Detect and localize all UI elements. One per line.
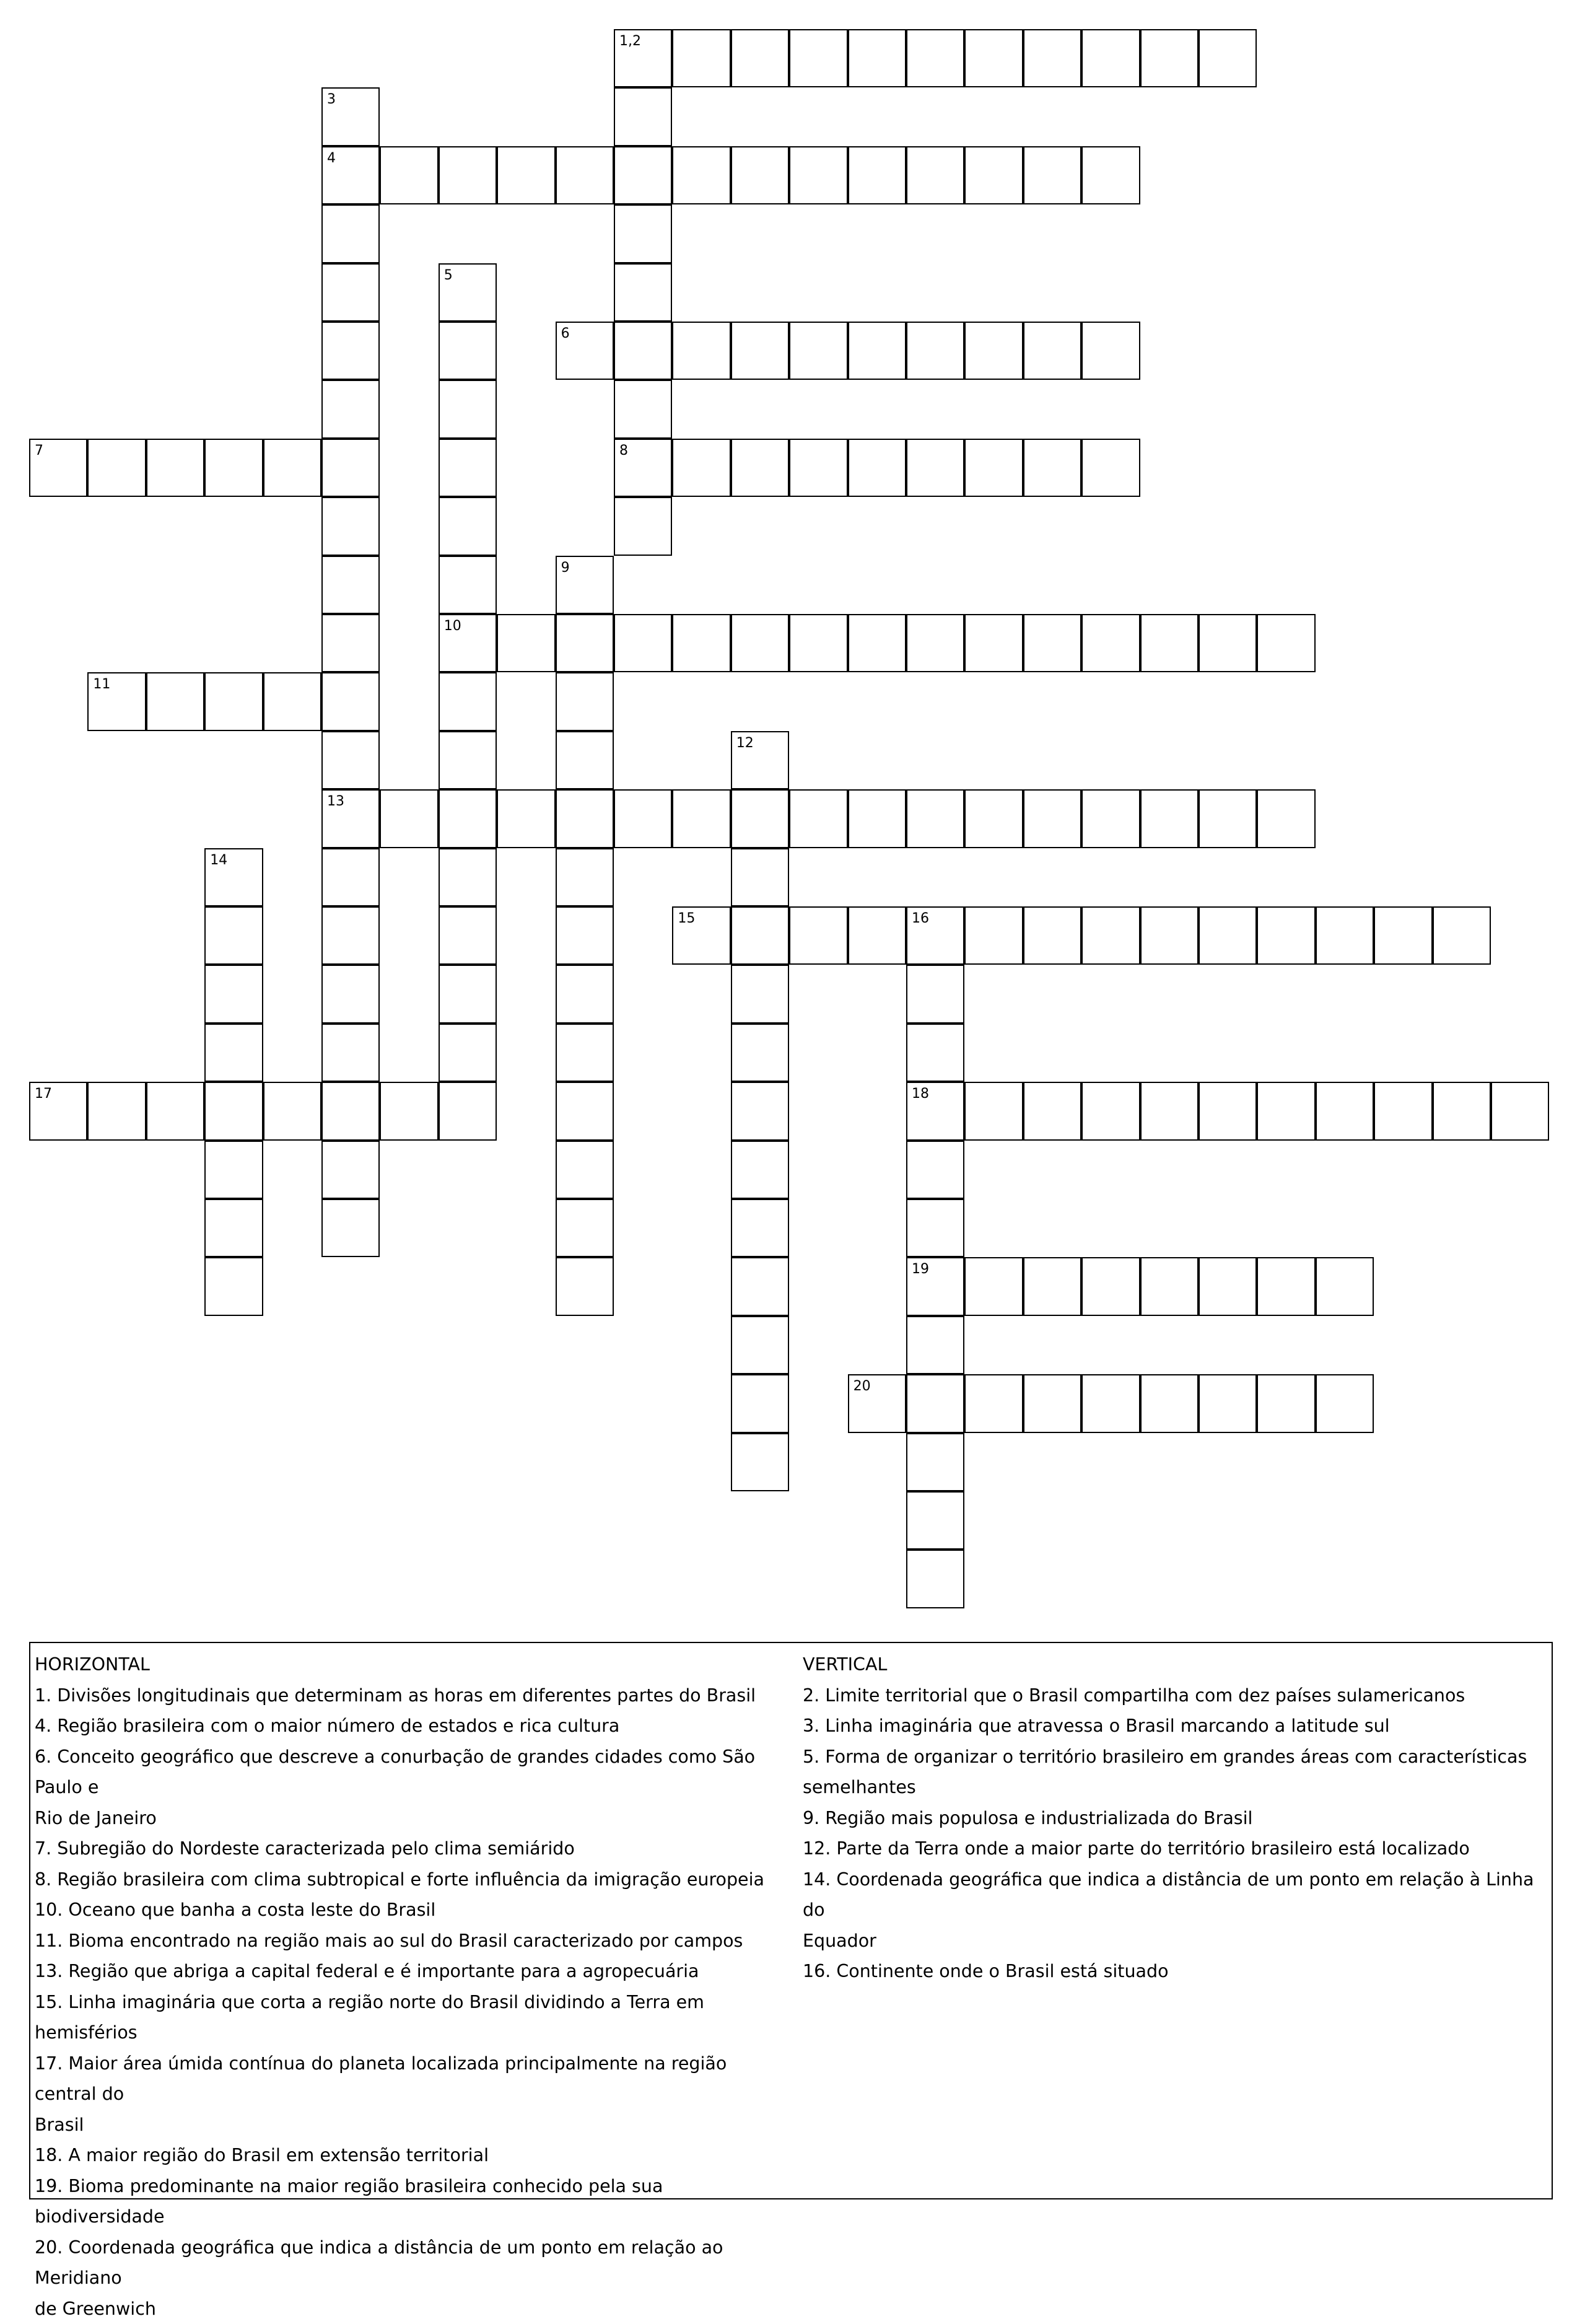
grid-cell[interactable]: [1491, 1082, 1549, 1140]
grid-cell[interactable]: [439, 380, 497, 438]
clue-number: 18: [912, 1087, 929, 1101]
grid-cell[interactable]: [614, 614, 672, 672]
clue-number: 1,2: [619, 35, 641, 48]
grid-cell[interactable]: [906, 1257, 964, 1315]
clue-number: 5: [444, 269, 453, 283]
grid-cell[interactable]: [204, 1257, 263, 1315]
clue-line: Brasil: [35, 2110, 793, 2141]
clue-line: Equador: [803, 1926, 1561, 1957]
grid-cell[interactable]: [321, 146, 380, 204]
grid-cell[interactable]: [731, 1433, 789, 1491]
clue-number: 8: [619, 444, 628, 458]
clue-number: 11: [93, 678, 110, 691]
grid-cell[interactable]: [672, 29, 730, 87]
grid-cell[interactable]: [1140, 789, 1199, 848]
grid-cell[interactable]: [1199, 906, 1257, 965]
grid-cell[interactable]: [1374, 906, 1432, 965]
clue-line: 20. Coordenada geográfica que indica a distância de um ponto em relação ao Meridiano: [35, 2232, 793, 2294]
clue-line: de Greenwich: [35, 2294, 793, 2324]
grid-cell[interactable]: [906, 1433, 964, 1491]
grid-cell[interactable]: [146, 439, 204, 497]
grid-cell[interactable]: [848, 322, 906, 380]
grid-cell[interactable]: [556, 614, 614, 672]
grid-cell[interactable]: [731, 1257, 789, 1315]
grid-cell[interactable]: [321, 263, 380, 322]
grid-cell[interactable]: [906, 1024, 964, 1082]
grid-cell[interactable]: [672, 322, 730, 380]
grid-cell[interactable]: [731, 146, 789, 204]
grid-cell[interactable]: [614, 322, 672, 380]
grid-cell[interactable]: [439, 497, 497, 555]
grid-cell[interactable]: [204, 439, 263, 497]
grid-cell[interactable]: [1257, 1374, 1315, 1432]
grid-cell[interactable]: [1199, 1257, 1257, 1315]
grid-cell[interactable]: [556, 731, 614, 789]
grid-cell[interactable]: [556, 848, 614, 906]
grid-cell[interactable]: [439, 848, 497, 906]
grid-cell[interactable]: [789, 29, 847, 87]
grid-cell[interactable]: [789, 146, 847, 204]
grid-cell[interactable]: [848, 614, 906, 672]
grid-cell[interactable]: [321, 322, 380, 380]
grid-cell[interactable]: [731, 731, 789, 789]
grid-cell[interactable]: [906, 906, 964, 965]
grid-cell[interactable]: [964, 146, 1023, 204]
grid-cell[interactable]: [1081, 1082, 1140, 1140]
grid-cell[interactable]: [321, 965, 380, 1023]
grid-cell[interactable]: [1316, 1082, 1374, 1140]
grid-cell[interactable]: [789, 789, 847, 848]
grid-cell[interactable]: [731, 322, 789, 380]
grid-cell[interactable]: [321, 556, 380, 614]
clue-line: 16. Continente onde o Brasil está situado: [803, 1956, 1561, 1987]
grid-cell[interactable]: [204, 848, 263, 906]
clue-line: 11. Bioma encontrado na região mais ao sul do Brasil caracterizado por campos: [35, 1926, 793, 1957]
grid-cell[interactable]: [556, 1257, 614, 1315]
clue-line: 1. Divisões longitudinais que determinam as horas em diferentes partes do Brasil: [35, 1680, 793, 1711]
grid-cell[interactable]: [556, 1199, 614, 1257]
grid-cell[interactable]: [204, 1024, 263, 1082]
grid-cell[interactable]: [906, 322, 964, 380]
grid-cell[interactable]: [731, 1024, 789, 1082]
grid-cell[interactable]: [204, 672, 263, 730]
grid-cell[interactable]: [848, 29, 906, 87]
clue-number: 16: [912, 912, 929, 926]
grid-cell[interactable]: [1316, 1374, 1374, 1432]
grid-cell[interactable]: [848, 906, 906, 965]
grid-cell[interactable]: [906, 1374, 964, 1432]
grid-cell[interactable]: [1257, 1257, 1315, 1315]
grid-cell[interactable]: [321, 1141, 380, 1199]
grid-cell[interactable]: [848, 146, 906, 204]
grid-cell[interactable]: [1023, 439, 1081, 497]
clue-number: 10: [444, 620, 461, 633]
grid-cell[interactable]: [439, 439, 497, 497]
grid-cell[interactable]: [964, 789, 1023, 848]
grid-cell[interactable]: [731, 906, 789, 965]
grid-cell[interactable]: [1081, 146, 1140, 204]
grid-cell[interactable]: [321, 380, 380, 438]
grid-cell[interactable]: [1316, 906, 1374, 965]
grid-cell[interactable]: [906, 614, 964, 672]
clue-number: 20: [854, 1380, 871, 1393]
clue-line: 12. Parte da Terra onde a maior parte do território brasileiro está localizado: [803, 1833, 1561, 1864]
clue-number: 17: [35, 1087, 52, 1101]
clue-line: 9. Região mais populosa e industrializada do Brasil: [803, 1803, 1561, 1834]
grid-cell[interactable]: [964, 1374, 1023, 1432]
grid-cell[interactable]: [1199, 29, 1257, 87]
grid-cell[interactable]: [1023, 789, 1081, 848]
grid-cell[interactable]: [906, 146, 964, 204]
grid-cell[interactable]: [439, 731, 497, 789]
grid-cell[interactable]: [556, 965, 614, 1023]
grid-cell[interactable]: [731, 789, 789, 848]
clue-number: 19: [912, 1263, 929, 1276]
grid-cell[interactable]: [672, 439, 730, 497]
grid-cell[interactable]: [964, 1082, 1023, 1140]
grid-cell[interactable]: [439, 322, 497, 380]
grid-cell[interactable]: [29, 439, 87, 497]
grid-cell[interactable]: [906, 1199, 964, 1257]
clue-line: 6. Conceito geográfico que descreve a conurbação de grandes cidades como São Paulo e: [35, 1742, 793, 1803]
grid-cell[interactable]: [321, 672, 380, 730]
clue-line: semelhantes: [803, 1772, 1561, 1803]
grid-cell[interactable]: [906, 1491, 964, 1550]
grid-cell[interactable]: [1023, 1257, 1081, 1315]
grid-cell[interactable]: [1081, 29, 1140, 87]
clue-number: 9: [561, 561, 570, 575]
grid-cell[interactable]: [906, 965, 964, 1023]
grid-cell[interactable]: [556, 672, 614, 730]
grid-cell[interactable]: [87, 672, 146, 730]
grid-cell[interactable]: [731, 965, 789, 1023]
grid-cell[interactable]: [964, 439, 1023, 497]
grid-cell[interactable]: [1374, 1082, 1432, 1140]
grid-cell[interactable]: [731, 1374, 789, 1432]
grid-cell[interactable]: [1081, 906, 1140, 965]
clue-number: 3: [327, 93, 336, 107]
grid-cell[interactable]: [906, 439, 964, 497]
horizontal-clues: [35, 1649, 793, 2324]
grid-cell[interactable]: [1199, 614, 1257, 672]
grid-cell[interactable]: [380, 146, 438, 204]
grid-cell[interactable]: [556, 146, 614, 204]
clue-number: 4: [327, 152, 336, 165]
vertical-clues: [803, 1649, 1561, 1987]
clue-number: 6: [561, 327, 570, 341]
grid-cell[interactable]: [263, 1082, 321, 1140]
grid-cell[interactable]: [964, 906, 1023, 965]
grid-cell[interactable]: [204, 906, 263, 965]
clue-number: 12: [736, 737, 754, 750]
grid-cell[interactable]: [321, 614, 380, 672]
grid-cell[interactable]: [146, 1082, 204, 1140]
grid-cell[interactable]: [1140, 29, 1199, 87]
grid-cell[interactable]: [614, 789, 672, 848]
grid-cell[interactable]: [1257, 1082, 1315, 1140]
grid-cell[interactable]: [321, 848, 380, 906]
grid-cell[interactable]: [906, 789, 964, 848]
vertical-heading: VERTICAL: [803, 1649, 1561, 1680]
grid-cell[interactable]: [731, 1199, 789, 1257]
grid-cell[interactable]: [556, 556, 614, 614]
grid-cell[interactable]: [1023, 322, 1081, 380]
grid-cell[interactable]: [731, 29, 789, 87]
grid-cell[interactable]: [29, 1082, 87, 1140]
grid-cell[interactable]: [556, 322, 614, 380]
grid-cell[interactable]: [1081, 439, 1140, 497]
grid-cell[interactable]: [321, 1082, 380, 1140]
clue-line: 4. Região brasileira com o maior número de estados e rica cultura: [35, 1711, 793, 1742]
clue-line: 3. Linha imaginária que atravessa o Brasil marcando a latitude sul: [803, 1711, 1561, 1742]
grid-cell[interactable]: [380, 1082, 438, 1140]
grid-cell[interactable]: [672, 146, 730, 204]
grid-cell[interactable]: [731, 439, 789, 497]
grid-cell[interactable]: [731, 1316, 789, 1374]
grid-cell[interactable]: [439, 263, 497, 322]
grid-cell[interactable]: [204, 965, 263, 1023]
grid-cell[interactable]: [1081, 1257, 1140, 1315]
grid-cell[interactable]: [556, 906, 614, 965]
grid-cell[interactable]: [1023, 29, 1081, 87]
clue-line: 15. Linha imaginária que corta a região norte do Brasil dividindo a Terra em hemisférios: [35, 1987, 793, 2048]
grid-cell[interactable]: [1023, 1082, 1081, 1140]
grid-cell[interactable]: [614, 146, 672, 204]
clue-line: 5. Forma de organizar o território brasileiro em grandes áreas com características: [803, 1742, 1561, 1773]
grid-cell[interactable]: [848, 789, 906, 848]
clue-line: 13. Região que abriga a capital federal e é importante para a agropecuária: [35, 1956, 793, 1987]
grid-cell[interactable]: [204, 1141, 263, 1199]
clue-number: 7: [35, 444, 43, 458]
grid-cell[interactable]: [1257, 789, 1315, 848]
clues-box: [29, 1642, 1553, 2199]
grid-cell[interactable]: [321, 906, 380, 965]
grid-cell[interactable]: [1257, 614, 1315, 672]
grid-cell[interactable]: [263, 439, 321, 497]
grid-cell[interactable]: [1433, 1082, 1491, 1140]
grid-cell[interactable]: [964, 29, 1023, 87]
grid-cell[interactable]: [439, 906, 497, 965]
grid-cell[interactable]: [439, 1082, 497, 1140]
grid-cell[interactable]: [321, 1024, 380, 1082]
grid-cell[interactable]: [1023, 614, 1081, 672]
clue-line: 18. A maior região do Brasil em extensão territorial: [35, 2140, 793, 2171]
grid-cell[interactable]: [906, 1082, 964, 1140]
grid-cell[interactable]: [439, 789, 497, 848]
grid-cell[interactable]: [1140, 1082, 1199, 1140]
grid-cell[interactable]: [321, 1199, 380, 1257]
grid-cell[interactable]: [497, 614, 555, 672]
grid-cell[interactable]: [906, 1141, 964, 1199]
clue-number: 15: [678, 912, 695, 926]
grid-cell[interactable]: [321, 204, 380, 263]
grid-cell[interactable]: [321, 789, 380, 848]
grid-cell[interactable]: [1023, 1374, 1081, 1432]
grid-cell[interactable]: [614, 29, 672, 87]
grid-cell[interactable]: [614, 204, 672, 263]
grid-cell[interactable]: [614, 87, 672, 146]
grid-cell[interactable]: [1023, 906, 1081, 965]
grid-cell[interactable]: [731, 848, 789, 906]
grid-cell[interactable]: [556, 1024, 614, 1082]
grid-cell[interactable]: [556, 1141, 614, 1199]
grid-cell[interactable]: [614, 263, 672, 322]
grid-cell[interactable]: [321, 731, 380, 789]
grid-cell[interactable]: [321, 497, 380, 555]
grid-cell[interactable]: [439, 672, 497, 730]
grid-cell[interactable]: [1433, 906, 1491, 965]
grid-cell[interactable]: [556, 1082, 614, 1140]
grid-cell[interactable]: [906, 1550, 964, 1608]
grid-cell[interactable]: [1081, 1374, 1140, 1432]
horizontal-heading: HORIZONTAL: [35, 1649, 793, 1680]
grid-cell[interactable]: [964, 614, 1023, 672]
grid-cell[interactable]: [87, 439, 146, 497]
grid-cell[interactable]: [497, 789, 555, 848]
grid-cell[interactable]: [1140, 1257, 1199, 1315]
clue-line: 2. Limite territorial que o Brasil compartilha com dez países sulamericanos: [803, 1680, 1561, 1711]
clue-line: 19. Bioma predominante na maior região brasileira conhecido pela sua biodiversidade: [35, 2171, 793, 2232]
grid-cell[interactable]: [1081, 322, 1140, 380]
grid-cell[interactable]: [380, 789, 438, 848]
grid-cell[interactable]: [439, 965, 497, 1023]
grid-cell[interactable]: [1199, 1082, 1257, 1140]
grid-cell[interactable]: [614, 380, 672, 438]
grid-cell[interactable]: [672, 614, 730, 672]
grid-cell[interactable]: [321, 439, 380, 497]
clue-line: 10. Oceano que banha a costa leste do Brasil: [35, 1895, 793, 1926]
clue-line: Rio de Janeiro: [35, 1803, 793, 1834]
grid-cell[interactable]: [1023, 146, 1081, 204]
grid-cell[interactable]: [204, 1082, 263, 1140]
grid-cell[interactable]: [731, 614, 789, 672]
grid-cell[interactable]: [906, 29, 964, 87]
grid-cell[interactable]: [672, 789, 730, 848]
clue-line: 7. Subregião do Nordeste caracterizada pelo clima semiárido: [35, 1833, 793, 1864]
grid-cell[interactable]: [263, 672, 321, 730]
grid-cell[interactable]: [848, 439, 906, 497]
grid-cell[interactable]: [439, 146, 497, 204]
grid-cell[interactable]: [1316, 1257, 1374, 1315]
grid-cell[interactable]: [789, 906, 847, 965]
grid-cell[interactable]: [614, 497, 672, 555]
grid-cell[interactable]: [731, 1082, 789, 1140]
grid-cell[interactable]: [731, 1141, 789, 1199]
clue-number: 13: [327, 795, 344, 809]
clue-number: 14: [210, 854, 227, 867]
grid-cell[interactable]: [1140, 906, 1199, 965]
clue-line: 17. Maior área úmida contínua do planeta localizada principalmente na região central do: [35, 2048, 793, 2110]
grid-cell[interactable]: [1140, 1374, 1199, 1432]
grid-cell[interactable]: [1081, 789, 1140, 848]
grid-cell[interactable]: [556, 789, 614, 848]
grid-cell[interactable]: [321, 87, 380, 146]
grid-cell[interactable]: [964, 322, 1023, 380]
grid-cell[interactable]: [789, 614, 847, 672]
grid-cell[interactable]: [906, 1316, 964, 1374]
grid-cell[interactable]: [87, 1082, 146, 1140]
grid-cell[interactable]: [1257, 906, 1315, 965]
grid-cell[interactable]: [848, 1374, 906, 1432]
grid-cell[interactable]: [789, 322, 847, 380]
clue-line: 14. Coordenada geográfica que indica a distância de um ponto em relação à Linha do: [803, 1864, 1561, 1926]
grid-cell[interactable]: [497, 146, 555, 204]
grid-cell[interactable]: [614, 439, 672, 497]
grid-cell[interactable]: [1199, 1374, 1257, 1432]
grid-cell[interactable]: [204, 1199, 263, 1257]
grid-cell[interactable]: [146, 672, 204, 730]
grid-cell[interactable]: [1081, 614, 1140, 672]
grid-cell[interactable]: [672, 906, 730, 965]
grid-cell[interactable]: [1140, 614, 1199, 672]
grid-cell[interactable]: [964, 1257, 1023, 1315]
grid-cell[interactable]: [439, 1024, 497, 1082]
grid-cell[interactable]: [789, 439, 847, 497]
grid-cell[interactable]: [439, 614, 497, 672]
grid-cell[interactable]: [439, 556, 497, 614]
clue-line: 8. Região brasileira com clima subtropical e forte influência da imigração europeia: [35, 1864, 793, 1895]
grid-cell[interactable]: [1199, 789, 1257, 848]
